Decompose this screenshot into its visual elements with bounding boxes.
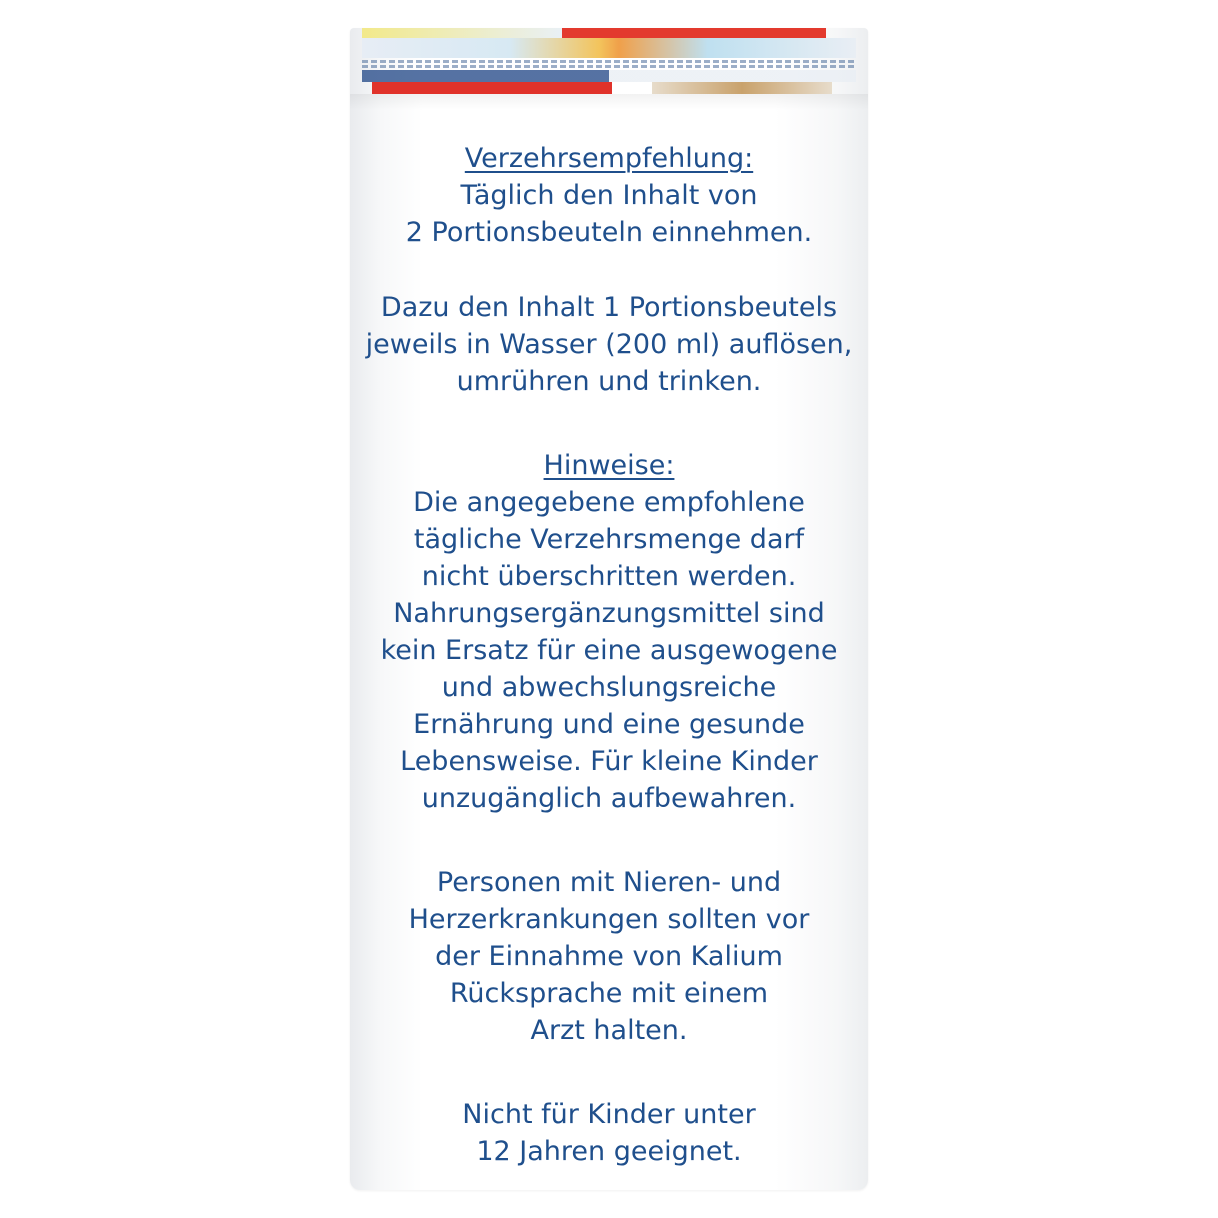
warning-line: Arzt halten. [530,1015,688,1046]
flap-print-line [362,60,856,63]
warning-line: Herzerkrankungen sollten vor [408,904,810,935]
flap-red-label [372,82,612,94]
flap-color-band [362,38,856,58]
notes-line: Die angegebene empfohlene [413,487,805,518]
notes-line: Lebensweise. Für kleine Kinder [400,746,818,777]
flap-print-line [362,65,856,68]
notes-line: nicht überschritten werden. [421,561,797,592]
recommendation-line: Täglich den Inhalt von [460,180,758,211]
preparation-line: umrühren und trinken. [456,366,762,397]
notes-heading: Hinweise: [543,450,675,481]
recommendation-heading: Verzehrsempfehlung: [464,143,754,174]
age-line: Nicht für Kinder unter [462,1099,756,1130]
notes-line: kein Ersatz für eine ausgewogene [380,635,838,666]
notes-line: unzugänglich aufbewahren. [421,783,797,814]
flap-fold-shadow [350,94,868,110]
notes-line: und abwechslungsreiche [441,672,777,703]
flap-red-stripe [562,28,826,38]
preparation-section [350,289,868,400]
flap-blue-band [362,70,856,82]
warning-line: Personen mit Nieren- und [436,867,782,898]
recommendation-section [350,140,868,251]
warning-section [350,864,868,1049]
flap-stripe [362,28,562,38]
notes-line: Ernährung und eine gesunde [413,709,805,740]
notes-line: tägliche Verzehrsmenge darf [413,524,805,555]
package-side-panel [350,28,868,1190]
preparation-line: Dazu den Inhalt 1 Portionsbeutels [380,292,838,323]
recommendation-line: 2 Portionsbeuteln einnehmen. [405,217,813,248]
warning-line: der Einnahme von Kalium [435,941,783,972]
preparation-line: jeweils in Wasser (200 ml) auflösen, [365,329,853,360]
notes-line: Nahrungsergänzungsmittel sind [393,598,825,629]
package-top-flap [362,28,856,94]
flap-gold-label [652,82,832,94]
notes-section [350,447,868,817]
age-line: 12 Jahren geeignet. [476,1136,742,1167]
warning-line: Rücksprache mit einem [449,978,769,1009]
age-section [350,1096,868,1170]
package-text [350,140,868,1170]
